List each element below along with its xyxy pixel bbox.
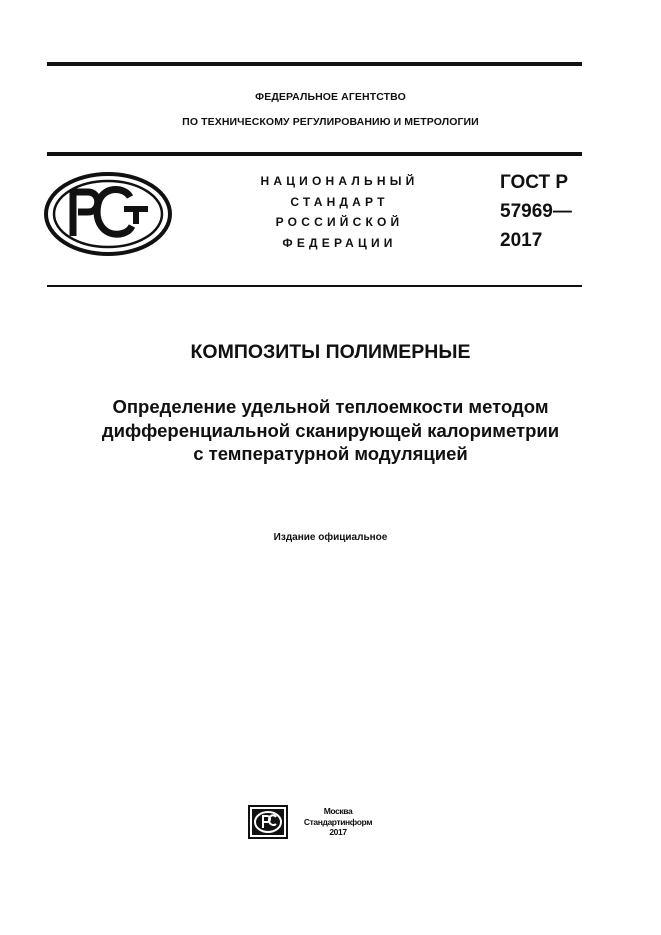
header-separator-rule (47, 152, 582, 156)
subtitle-line-1: Определение удельной теплоемкости методом (112, 396, 549, 417)
standartinform-logo-icon (248, 805, 288, 839)
title-separator-rule (47, 285, 582, 287)
document-subtitle (0, 395, 661, 466)
national-standard-block (232, 171, 447, 253)
document-title: КОМПОЗИТЫ ПОЛИМЕРНЫЕ (190, 341, 471, 363)
gost-line-1: ГОСТ Р (500, 172, 569, 193)
national-line: НАЦИОНАЛЬНЫЙ (260, 174, 419, 188)
top-rule (47, 62, 582, 66)
federation-line: ФЕДЕРАЦИИ (282, 235, 397, 250)
russian-line: РОССИЙСКОЙ (275, 215, 404, 230)
imprint-publisher: Стандартинформ (303, 816, 373, 827)
gost-designation (500, 168, 610, 255)
standard-line: СТАНДАРТ (290, 194, 389, 209)
agency-line-2: ПО ТЕХНИЧЕСКОМУ РЕГУЛИРОВАНИЮ И МЕТРОЛОГИИ (182, 116, 479, 128)
gost-line-2: 57969— (500, 201, 572, 222)
subtitle-line-3: с температурной модуляцией (193, 443, 468, 464)
imprint-city: Москва (323, 806, 353, 816)
rst-gost-emblem-icon (44, 172, 174, 256)
imprint (293, 806, 383, 838)
subtitle-line-2: дифференциальной сканирующей калориметрии (101, 419, 560, 441)
gost-line-3: 2017 (500, 230, 543, 251)
imprint-year: 2017 (329, 827, 347, 837)
edition-note: Издание официальное (273, 532, 388, 543)
agency-line-1: ФЕДЕРАЛЬНОЕ АГЕНТСТВО (255, 91, 406, 103)
